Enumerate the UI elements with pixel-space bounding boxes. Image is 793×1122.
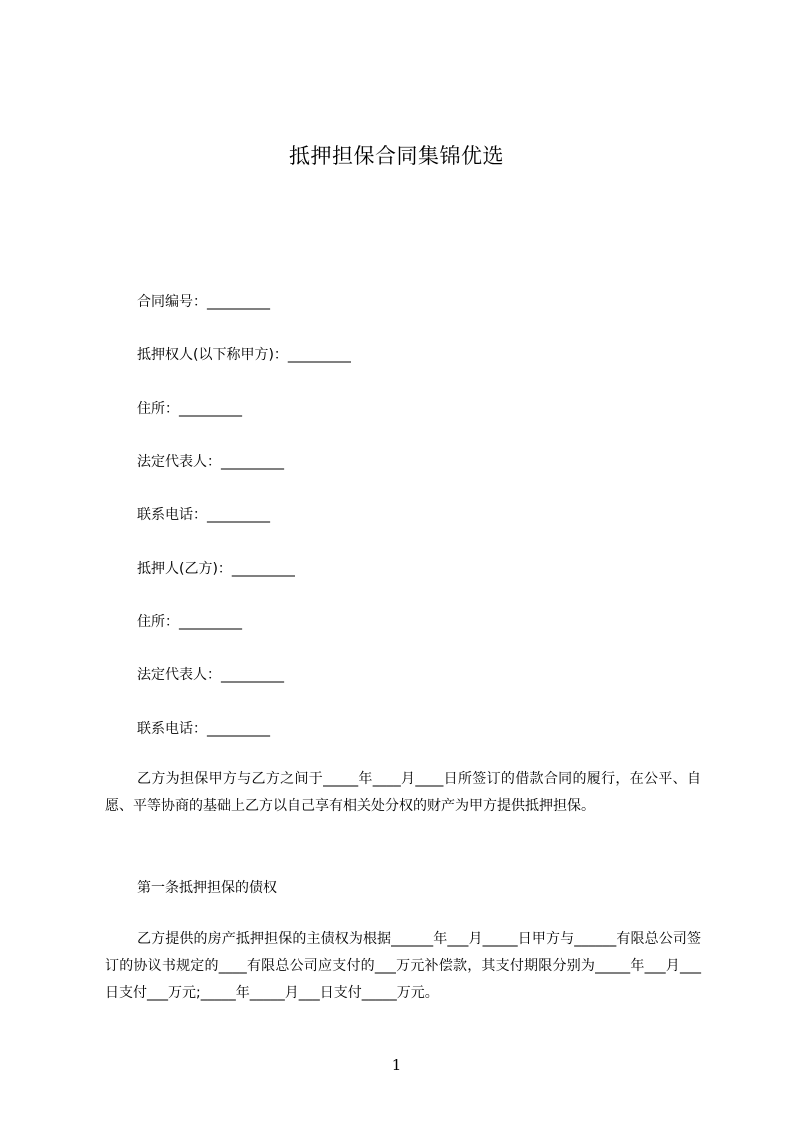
mortgagor-legal-rep-field: 法定代表人：_________	[137, 667, 284, 683]
mortgagee-address-field: 住所：_________	[137, 401, 242, 417]
mortgagor-field: 抵押人(乙方)：_________	[137, 561, 295, 577]
page-number: 1	[391, 1056, 402, 1074]
article-1-heading: 第一条抵押担保的债权	[137, 880, 277, 896]
contract-number-field: 合同编号：_________	[137, 294, 270, 310]
document-title: 抵押担保合同集锦优选	[289, 144, 504, 168]
mortgagor-phone-field: 联系电话：_________	[137, 721, 270, 737]
preamble-paragraph: 乙方为担保甲方与乙方之间于_____年____月____日所签订的借款合同的履行，在公平、自愿、平等协商的基础上乙方以自己享有相关处分权的财产为甲方提供抵押担保。	[105, 771, 701, 814]
mortgagee-phone-field: 联系电话：_________	[137, 507, 270, 523]
mortgagee-field: 抵押权人(以下称甲方)：_________	[137, 347, 351, 363]
mortgagor-address-field: 住所：_________	[137, 614, 242, 630]
mortgagee-legal-rep-field: 法定代表人：_________	[137, 454, 284, 470]
article-1-body: 乙方提供的房产抵押担保的主债权为根据______年___月_____日甲方与______有限总公司签订的协议书规定的____有限总公司应支付的___万元补偿款，其支付期限分别为_____年___月___日支付___万元;_____年_____月___日支付_____万元。	[105, 931, 701, 1001]
